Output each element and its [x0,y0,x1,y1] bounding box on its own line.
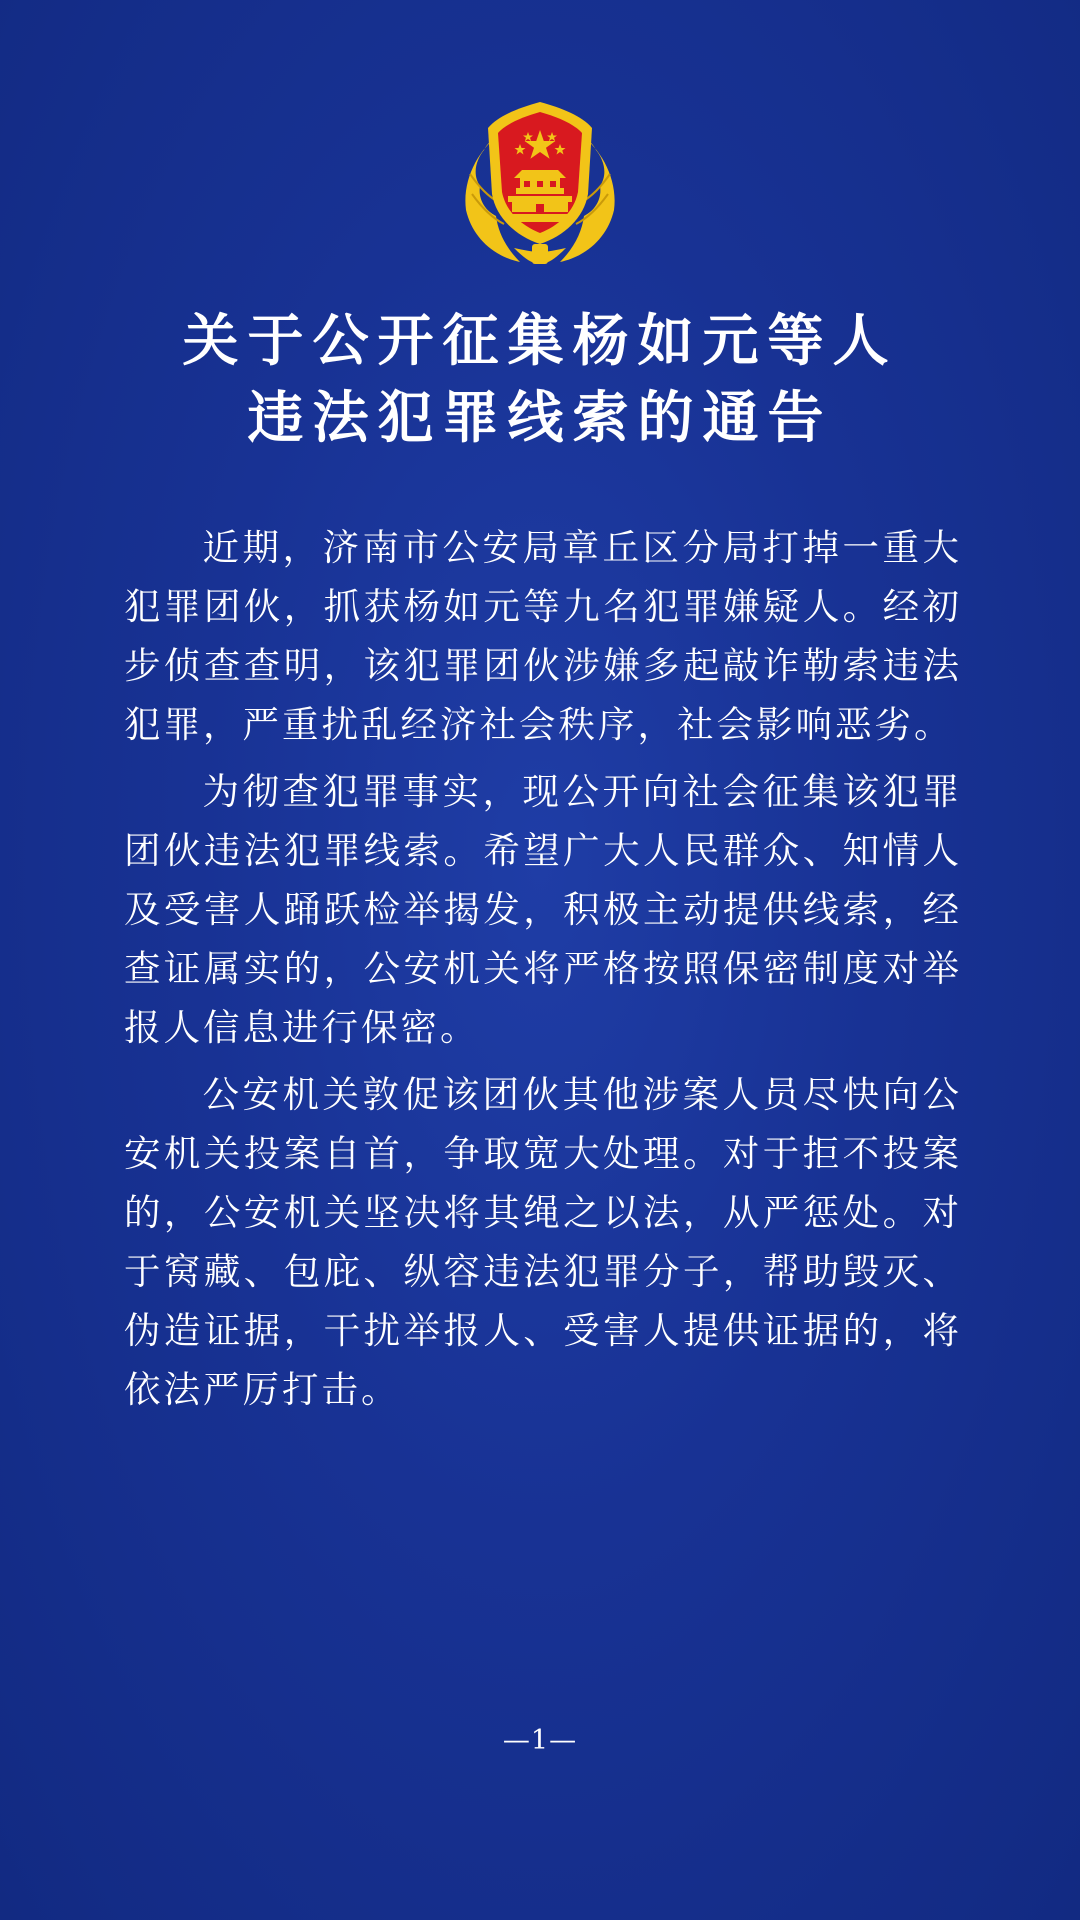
notice-body [124,518,962,1427]
body-paragraph-1: 近期，济南市公安局章丘区分局打掉一重大犯罪团伙，抓获杨如元等九名犯罪嫌疑人。经初步侦查查明，该犯罪团伙涉嫌多起敲诈勒索违法犯罪，严重扰乱经济社会秩序，社会影响恶劣。 [124,526,962,746]
body-paragraph-3: 公安机关敦促该团伙其他涉案人员尽快向公安机关投案自首，争取宽大处理。对于拒不投案的，公安机关坚决将其绳之以法，从严惩处。对于窝藏、包庇、纵容违法犯罪分子，帮助毁灭、伪造证据，干扰举报人、受害人提供证据的，将依法严厉打击。 [124,1073,962,1411]
body-paragraph-2: 为彻查犯罪事实，现公开向社会征集该犯罪团伙违法犯罪线索。希望广大人民群众、知情人及受害人踊跃检举揭发，积极主动提供线索，经查证属实的，公安机关将严格按照保密制度对举报人信息进行保密。 [124,770,962,1049]
notice-title-line-1: 关于公开征集杨如元等人 [182,309,898,374]
notice-title-line-2: 违法犯罪线索的通告 [247,386,833,451]
police-emblem-icon [458,98,622,266]
page-number: —1— [502,1725,578,1756]
